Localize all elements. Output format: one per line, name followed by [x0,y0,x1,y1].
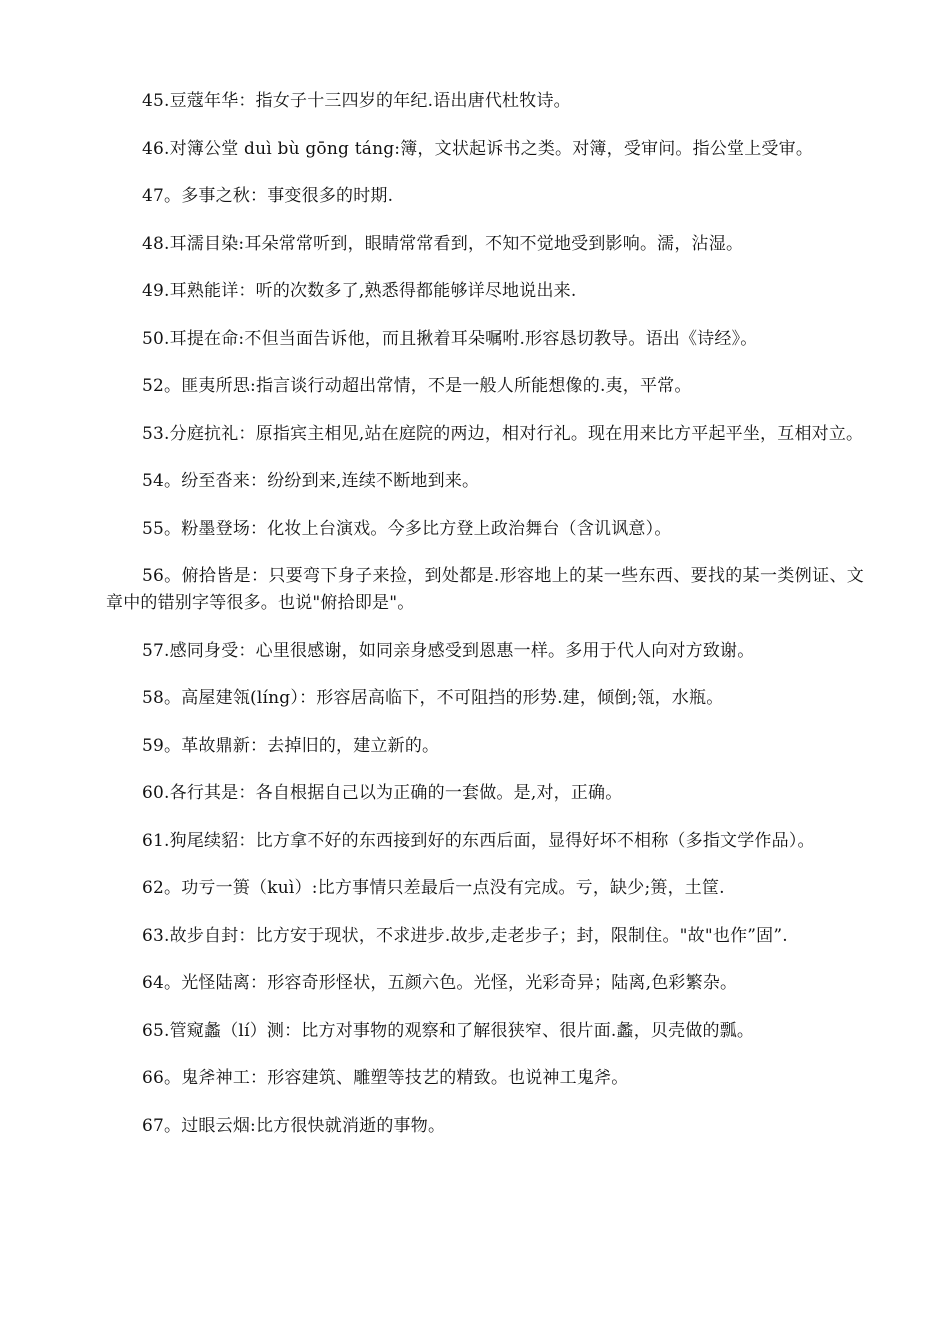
idiom-entry-59: 59。革故鼎新：去掉旧的，建立新的。 [142,735,440,756]
idiom-entry-46: 46.对簿公堂 duì bù gōng táng:簿，文状起诉书之类。对簿，受审问。指公堂上受审。 [142,138,814,159]
idiom-entry-55: 55。粉墨登场：化妆上台演戏。今多比方登上政治舞台（含讥讽意）。 [142,518,672,539]
idiom-entry-45: 45.豆蔻年华：指女子十三四岁的年纪.语出唐代杜牧诗。 [142,91,571,111]
idiom-entry-58: 58。高屋建瓴(líng）：形容居高临下，不可阻挡的形势.建，倾倒;瓴，水瓶。 [142,688,724,708]
idiom-entry-60: 60.各行其是：各自根据自己以为正确的一套做。是,对，正确。 [142,783,623,803]
idiom-entry-50: 50.耳提在命:不但当面告诉他，而且揪着耳朵嘱咐.形容恳切教导。语出《诗经》。 [142,328,758,349]
idiom-entry-53: 53.分庭抗礼：原指宾主相见,站在庭院的两边，相对行礼。现在用来比方平起平坐，互相对立。 [142,423,864,444]
idiom-entry-62: 62。功亏一篑（kuì）:比方事情只差最后一点没有完成。亏，缺少;篑，土筐. [142,878,725,898]
idiom-entry-64: 64。光怪陆离：形容奇形怪状，五颜六色。光怪，光彩奇异；陆离,色彩繁杂。 [142,973,738,993]
idiom-entry-56: 56。俯拾皆是：只要弯下身子来捡，到处都是.形容地上的某一些东西、要找的某一类例证、文章中的错别字等很多。也说"俯拾即是"。 [106,566,864,613]
idiom-entry-52: 52。匪夷所思:指言谈行动超出常情，不是一般人所能想像的.夷，平常。 [142,376,692,396]
idiom-entry-54: 54。纷至沓来：纷纷到来,连续不断地到来。 [142,471,480,491]
idiom-entry-57: 57.感同身受：心里很感谢，如同亲身感受到恩惠一样。多用于代人向对方致谢。 [142,640,755,661]
idiom-entry-61: 61.狗尾续貂：比方拿不好的东西接到好的东西后面，显得好坏不相称（多指文学作品）。 [142,830,815,851]
idiom-entry-49: 49.耳熟能详：听的次数多了,熟悉得都能够详尽地说出来. [142,281,577,301]
idiom-entry-48: 48.耳濡目染:耳朵常常听到，眼睛常常看到，不知不觉地受到影响。濡，沾湿。 [142,233,744,254]
idiom-entry-67: 67。过眼云烟:比方很快就消逝的事物。 [142,1115,446,1136]
idiom-entry-47: 47。多事之秋：事变很多的时期. [142,186,394,206]
document-page [106,88,864,1160]
idiom-entry-66: 66。鬼斧神工：形容建筑、雕塑等技艺的精致。也说神工鬼斧。 [142,1068,629,1088]
idiom-entry-63: 63.故步自封：比方安于现状，不求进步.故步,走老步子；封，限制住。"故"也作”固”. [142,925,788,946]
idiom-entry-65: 65.管窥蠡（lí）测：比方对事物的观察和了解很狭窄、很片面.蠡，贝壳做的瓢。 [142,1020,755,1041]
